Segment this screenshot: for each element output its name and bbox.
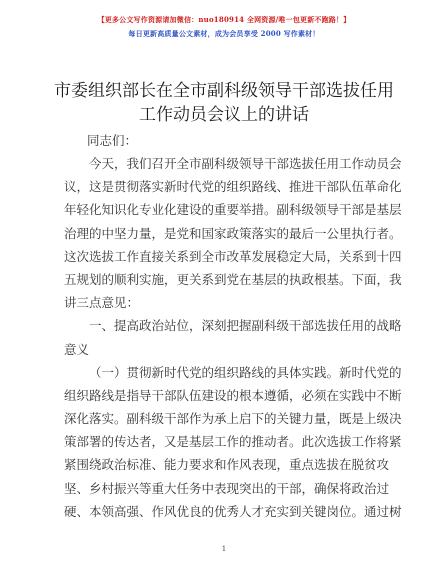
page-number: 1	[221, 545, 227, 553]
paragraph-line: （一）贯彻新时代党的组织路线的具体实践。新时代党的	[89, 364, 402, 380]
section-heading-line: 一、提高政治站位，深刻把握副科级干部选拔任用的战略	[89, 318, 402, 334]
paragraph-line: 组织路线是指导干部队伍建设的根本遵循，必须在实践中不断	[64, 387, 402, 403]
paragraph-line: 年轻化知识化专业化建设的重要举措。副科级领导干部是基层	[64, 202, 402, 218]
promo-banner-line1: 【更多公文写作资源请加微信：nuo180914 全网资源/唯一包更新不跑路！】	[97, 15, 351, 24]
paragraph-line: 硬、本领高强、作风优良的优秀人才充实到关键岗位。通过树	[64, 503, 402, 519]
salutation: 同志们：	[87, 133, 138, 148]
paragraph-line: 坚、乡村振兴等重大任务中表现突出的干部，确保将政治过	[64, 480, 390, 496]
paragraph-line: 这次选拔工作直接关系到全市改革发展稳定大局，关系到十四	[64, 248, 402, 264]
paragraph-line: 紧围绕政治标准、能力要求和作风表现，重点选拔在脱贫攻	[64, 457, 390, 473]
paragraph-line: 议，这是贯彻落实新时代党的组织路线、推进干部队伍革命化	[64, 179, 402, 195]
paragraph-line: 五规划的顺利实施，更关系到党在基层的执政根基。下面，我	[64, 271, 402, 287]
paragraph-line: 策部署的传达者，又是基层工作的推动者。此次选拔工作将紧	[64, 434, 402, 450]
speech-body	[64, 152, 402, 523]
title-line-1: 市委组织部长在全市副科级领导干部选拔任用	[54, 81, 394, 101]
paragraph-line: 治理的中坚力量，是党和国家政策落实的最后一公里执行者。	[64, 225, 402, 241]
section-heading-line: 意义	[64, 341, 90, 357]
paragraph-line: 讲三点意见：	[64, 295, 140, 311]
paragraph-line: 今天，我们召开全市副科级领导干部选拔任用工作动员会	[89, 156, 402, 171]
title-line-2: 工作动员会议上的讲话	[139, 105, 309, 125]
paragraph-line: 深化落实。副科级干部作为承上启下的关键力量，既是上级决	[64, 411, 402, 427]
promo-banner-line2: 每日更新高质量公文素材，成为会员享受 2000 写作素材！	[128, 29, 320, 38]
document-title	[0, 79, 448, 127]
